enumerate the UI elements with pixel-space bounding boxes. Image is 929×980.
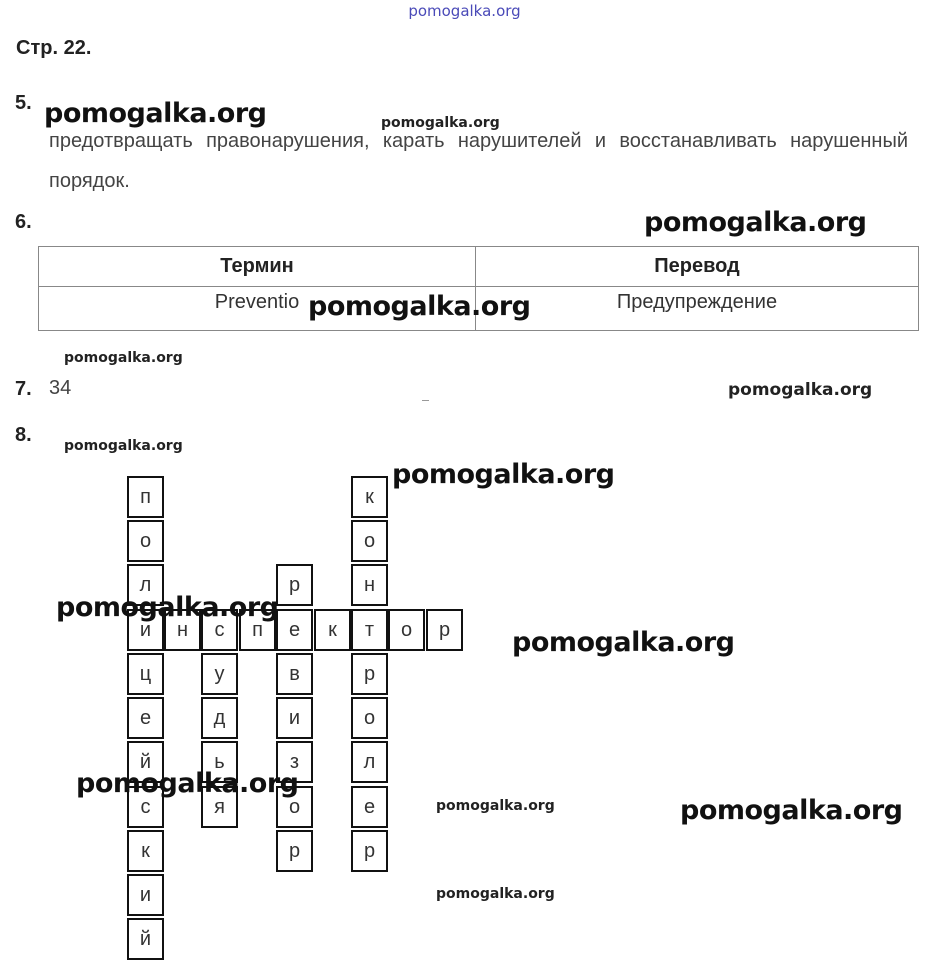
- watermark: pomogalka.org: [44, 98, 267, 129]
- watermark: pomogalka.org: [392, 459, 615, 490]
- crossword-cell: я: [201, 786, 238, 828]
- crossword-cell: и: [276, 697, 313, 739]
- watermark: pomogalka.org: [644, 207, 867, 238]
- watermark: pomogalka.org: [680, 795, 903, 826]
- crossword-cell: с: [201, 609, 238, 651]
- crossword-cell: з: [276, 741, 313, 783]
- crossword-cell: р: [426, 609, 463, 651]
- crossword-cell: р: [351, 830, 388, 872]
- crossword-cell: ь: [201, 741, 238, 783]
- task-5-answer: предотвращать правонарушения, карать нарушителей и восстанавливать нарушенный порядок.: [49, 130, 908, 192]
- task-7-number: 7.: [15, 378, 32, 400]
- task-7-answer: 34: [49, 377, 72, 399]
- table-cell-term: Preventio: [39, 287, 476, 331]
- crossword-cell: л: [127, 564, 164, 606]
- crossword-cell: и: [127, 874, 164, 916]
- crossword-cell: н: [351, 564, 388, 606]
- crossword-cell: в: [276, 653, 313, 695]
- page-title: Стр. 22.: [16, 37, 92, 59]
- crossword-cell: о: [351, 697, 388, 739]
- crossword-cell: к: [351, 476, 388, 518]
- crossword-cell: е: [351, 786, 388, 828]
- crossword-cell: р: [276, 564, 313, 606]
- watermark: pomogalka.org: [512, 627, 735, 658]
- crossword-cell: д: [201, 697, 238, 739]
- stray-mark: [422, 400, 429, 401]
- crossword-cell: е: [127, 697, 164, 739]
- crossword-cell: л: [351, 741, 388, 783]
- crossword-cell: й: [127, 918, 164, 960]
- watermark: pomogalka.org: [76, 768, 299, 799]
- watermark: pomogalka.org: [64, 438, 183, 454]
- crossword-cell: р: [276, 830, 313, 872]
- watermark: pomogalka.org: [436, 798, 555, 814]
- crossword-cell: о: [351, 520, 388, 562]
- table-header-translation: Перевод: [476, 247, 919, 287]
- crossword-cell: к: [127, 830, 164, 872]
- task-5-number: 5.: [15, 92, 32, 114]
- crossword-cell: п: [127, 476, 164, 518]
- crossword-cell: р: [351, 653, 388, 695]
- crossword-cell: с: [127, 786, 164, 828]
- table-cell-translation: Предупреждение: [476, 287, 919, 331]
- watermark: pomogalka.org: [56, 592, 279, 623]
- crossword-cell: о: [276, 786, 313, 828]
- crossword-cell: е: [276, 609, 313, 651]
- crossword-cell: о: [127, 520, 164, 562]
- task-8-number: 8.: [15, 424, 32, 446]
- crossword-cell: и: [127, 609, 164, 651]
- crossword-cell: т: [351, 609, 388, 651]
- task-6-number: 6.: [15, 211, 32, 233]
- watermark: pomogalka.org: [381, 115, 500, 131]
- crossword-cell: к: [314, 609, 351, 651]
- table-header-row: [39, 247, 919, 287]
- crossword-cell: н: [164, 609, 201, 651]
- crossword-cell: о: [388, 609, 425, 651]
- crossword-cell: й: [127, 741, 164, 783]
- table-header-term: Термин: [39, 247, 476, 287]
- crossword-cell: ц: [127, 653, 164, 695]
- site-watermark-header: pomogalka.org: [408, 2, 521, 20]
- watermark: pomogalka.org: [436, 886, 555, 902]
- watermark: pomogalka.org: [728, 380, 873, 400]
- watermark: pomogalka.org: [64, 350, 183, 366]
- crossword-cell: п: [239, 609, 276, 651]
- watermark: pomogalka.org: [308, 291, 531, 322]
- crossword-cell: у: [201, 653, 238, 695]
